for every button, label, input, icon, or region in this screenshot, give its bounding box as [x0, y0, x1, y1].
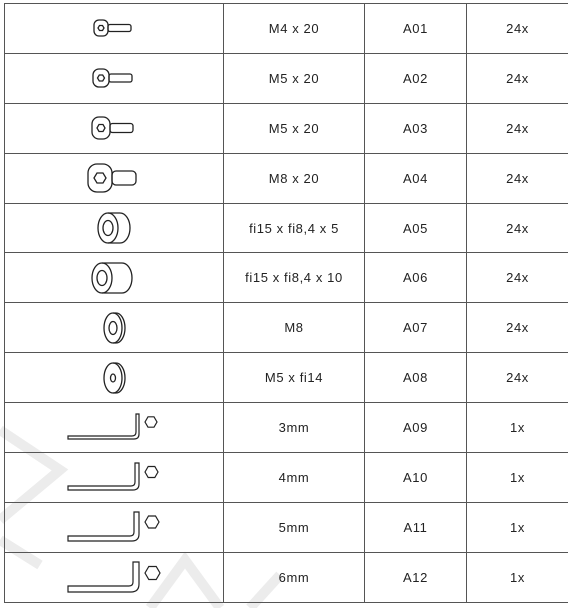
part-quantity: 24x — [467, 153, 568, 203]
part-size: M4 x 20 — [224, 4, 365, 54]
spacer-icon — [94, 210, 134, 246]
part-quantity: 24x — [467, 53, 568, 103]
part-quantity: 24x — [467, 303, 568, 353]
allen-key-icon — [66, 508, 162, 546]
parts-table — [4, 3, 568, 603]
part-icon-cell — [5, 203, 224, 253]
part-code: A10 — [365, 453, 467, 503]
table-row — [5, 103, 568, 153]
part-quantity: 1x — [467, 453, 568, 503]
part-code: A05 — [365, 203, 467, 253]
part-code: A08 — [365, 353, 467, 403]
part-size: M5 x fi14 — [224, 353, 365, 403]
part-quantity: 1x — [467, 403, 568, 453]
part-code: A03 — [365, 103, 467, 153]
part-icon-cell — [5, 103, 224, 153]
part-quantity: 24x — [467, 203, 568, 253]
hex-socket-screw-icon — [84, 114, 144, 142]
part-size: 6mm — [224, 552, 365, 602]
hex-socket-screw-icon — [84, 65, 144, 91]
part-code: A12 — [365, 552, 467, 602]
part-icon-cell — [5, 552, 224, 602]
allen-key-icon — [66, 558, 162, 596]
part-icon-cell — [5, 453, 224, 503]
part-size: 4mm — [224, 453, 365, 503]
part-code: A07 — [365, 303, 467, 353]
part-code: A09 — [365, 403, 467, 453]
table-row — [5, 4, 568, 54]
table-row — [5, 552, 568, 602]
part-icon-cell — [5, 353, 224, 403]
part-icon-cell — [5, 53, 224, 103]
part-size: M8 — [224, 303, 365, 353]
table-row — [5, 53, 568, 103]
table-row — [5, 303, 568, 353]
part-size: M5 x 20 — [224, 53, 365, 103]
part-quantity: 24x — [467, 4, 568, 54]
table-row — [5, 353, 568, 403]
table-row — [5, 153, 568, 203]
part-icon-cell — [5, 502, 224, 552]
washer-icon — [99, 360, 129, 396]
table-row — [5, 403, 568, 453]
part-code: A01 — [365, 4, 467, 54]
part-quantity: 1x — [467, 502, 568, 552]
part-icon-cell — [5, 153, 224, 203]
part-code: A11 — [365, 502, 467, 552]
part-quantity: 24x — [467, 103, 568, 153]
part-quantity: 24x — [467, 353, 568, 403]
washer-icon — [99, 310, 129, 346]
spacer-icon — [90, 260, 138, 296]
allen-key-icon — [66, 410, 162, 446]
part-icon-cell — [5, 403, 224, 453]
part-quantity: 1x — [467, 552, 568, 602]
part-code: A02 — [365, 53, 467, 103]
part-icon-cell — [5, 303, 224, 353]
hex-socket-screw-icon — [82, 161, 146, 195]
table-row — [5, 253, 568, 303]
table-row — [5, 502, 568, 552]
part-size: fi15 x fi8,4 x 5 — [224, 203, 365, 253]
part-icon-cell — [5, 253, 224, 303]
hex-socket-screw-icon — [84, 16, 144, 40]
part-size: M5 x 20 — [224, 103, 365, 153]
part-size: M8 x 20 — [224, 153, 365, 203]
allen-key-icon — [66, 459, 162, 495]
part-size: 3mm — [224, 403, 365, 453]
table-row — [5, 203, 568, 253]
part-size: fi15 x fi8,4 x 10 — [224, 253, 365, 303]
part-code: A06 — [365, 253, 467, 303]
part-code: A04 — [365, 153, 467, 203]
table-row — [5, 453, 568, 503]
part-quantity: 24x — [467, 253, 568, 303]
part-icon-cell — [5, 4, 224, 54]
part-size: 5mm — [224, 502, 365, 552]
